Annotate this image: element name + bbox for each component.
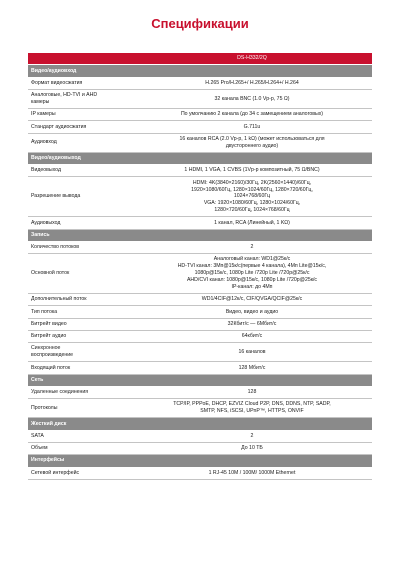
spec-value: Аналоговый канал: WD1@25к/с HD-TVI канал: 3Мп@15к/с(первые 4 канала), 4Мп Lite@15к/с, 1080p@15к/с, 1080p Lite /720p Lite /720p@25к/с AHD/CVI канал: 1080p@15к/с, 1080p Lite /720p@25к/с IP-канал: до 4Мп <box>132 254 372 294</box>
spec-row <box>28 443 372 455</box>
spec-row <box>28 121 372 133</box>
spec-value: 1 канал, RCA (Линейный, 1 KΩ) <box>132 217 372 229</box>
spec-row <box>28 109 372 121</box>
spec-value: 2 <box>132 241 372 253</box>
spec-row <box>28 294 372 306</box>
spec-row <box>28 89 372 108</box>
section-title: Видео/аудиовход <box>28 65 372 77</box>
spec-value: До 10 ТБ <box>132 443 372 455</box>
spec-value: 128 Мбит/с <box>132 362 372 374</box>
spec-row <box>28 343 372 362</box>
spec-value: HDMI: 4K(3840×2160)/30Гц, 2K(2560×1440)/60Гц, 1920×1080/60Гц, 1280×1024/60Гц, 1280×720/60Гц, 1024×768/60Гц VGA: 1920×1080/60Гц, 1280×1024/60Гц, 1280×720/60Гц, 1024×768/60Гц <box>132 177 372 217</box>
spec-label: SATA <box>28 430 132 442</box>
spec-label: Количество потоков <box>28 241 132 253</box>
spec-value: По умолчанию 2 канала (до 34 с замещением аналоговых) <box>132 109 372 121</box>
section-title: Жесткий диск <box>28 418 372 430</box>
spec-value: 64кбит/с <box>132 330 372 342</box>
spec-value: TCP/IP, PPPoE, DHCP, EZVIZ Cloud P2P, DNS, DDNS, NTP, SADP, SMTP, NFS, iSCSI, UPnP™, HTTPS, ONVIF <box>132 399 372 418</box>
spec-value: 2 <box>132 430 372 442</box>
spec-value: 1 HDMI, 1 VGA, 1 CVBS (1Vp-p композитный, 75 Ω/BNC) <box>132 165 372 177</box>
spec-label: Входящий поток <box>28 362 132 374</box>
spec-row <box>28 254 372 294</box>
spec-row <box>28 318 372 330</box>
spec-value: 1 RJ-45 10M / 100M/ 1000M Ethernet <box>132 467 372 479</box>
spec-label: Битрейт видео <box>28 318 132 330</box>
spec-value: G.711u <box>132 121 372 133</box>
model-header-row <box>28 53 372 65</box>
section-header <box>28 152 372 164</box>
spec-label: Сетевой интерфейс <box>28 467 132 479</box>
model-name: DS-H332/2Q <box>132 53 372 65</box>
model-header-spacer <box>28 53 132 65</box>
spec-label: Тип потока <box>28 306 132 318</box>
spec-row <box>28 177 372 217</box>
section-title: Видео/аудиовыход <box>28 152 372 164</box>
section-header <box>28 374 372 386</box>
spec-row <box>28 306 372 318</box>
spec-value: 16 каналов <box>132 343 372 362</box>
spec-value: 32Кбит/с — 6Мбит/с <box>132 318 372 330</box>
spec-label: Аудиовход <box>28 133 132 152</box>
section-title: Сеть <box>28 374 372 386</box>
spec-label: Формат видеосжатия <box>28 77 132 89</box>
spec-table-body <box>28 53 372 479</box>
spec-row <box>28 217 372 229</box>
section-header <box>28 65 372 77</box>
spec-value: 16 каналов RCA (2.0 Vp-p, 1 kΩ) (может использоваться для двустороннего аудио) <box>132 133 372 152</box>
spec-label: Стандарт аудиосжатия <box>28 121 132 133</box>
spec-label: Синхронное воспроизведение <box>28 343 132 362</box>
spec-label: Видеовыход <box>28 165 132 177</box>
spec-label: Протоколы <box>28 399 132 418</box>
spec-row <box>28 77 372 89</box>
section-title: Интерфейсы <box>28 455 372 467</box>
spec-value: WD1/4CIF@12к/с, CIF/QVGA/QCIF@25к/с <box>132 294 372 306</box>
spec-label: Аналоговые, HD-TVI и AHD камеры <box>28 89 132 108</box>
section-header <box>28 229 372 241</box>
spec-row <box>28 165 372 177</box>
spec-row <box>28 430 372 442</box>
spec-row <box>28 399 372 418</box>
spec-value: 128 <box>132 386 372 398</box>
spec-label: Аудиовыход <box>28 217 132 229</box>
spec-value: H.265 Pro/H.265+/ H.265/H.264+/ H.264 <box>132 77 372 89</box>
section-header <box>28 418 372 430</box>
page-title: Спецификации <box>151 16 249 31</box>
spec-value: 32 канала BNC (1.0 Vp-p, 75 Ω) <box>132 89 372 108</box>
spec-row <box>28 467 372 479</box>
spec-row <box>28 241 372 253</box>
spec-label: Удаленные соединения <box>28 386 132 398</box>
spec-table <box>28 53 372 480</box>
spec-label: Битрейт аудио <box>28 330 132 342</box>
spec-row <box>28 362 372 374</box>
spec-label: Дополнительный поток <box>28 294 132 306</box>
spec-label: IP камеры <box>28 109 132 121</box>
spec-row <box>28 386 372 398</box>
section-header <box>28 455 372 467</box>
spec-row <box>28 133 372 152</box>
section-title: Запись <box>28 229 372 241</box>
spec-label: Разрешение вывода <box>28 177 132 217</box>
spec-row <box>28 330 372 342</box>
spec-label: Объем <box>28 443 132 455</box>
spec-label: Основной поток <box>28 254 132 294</box>
spec-value: Видео, видео и аудио <box>132 306 372 318</box>
